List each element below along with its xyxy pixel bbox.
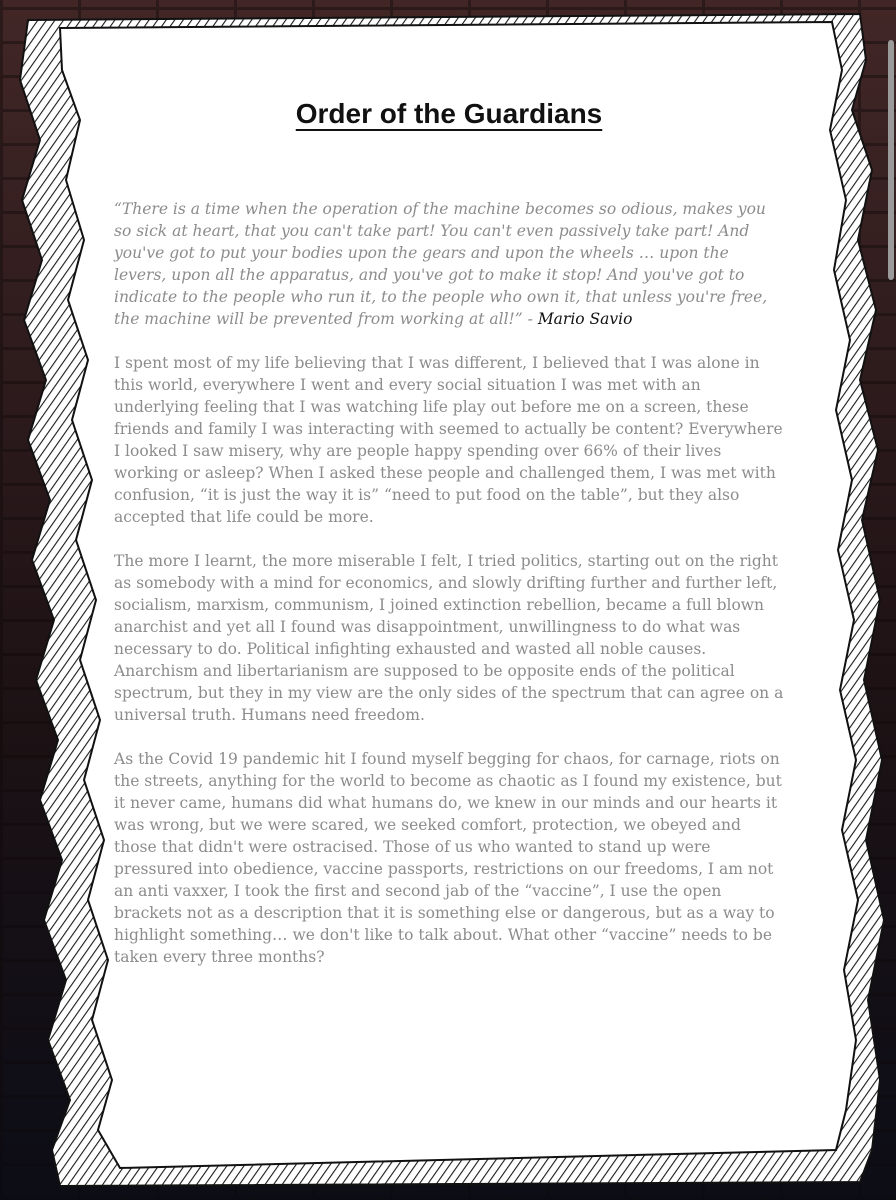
paragraph-3: As the Covid 19 pandemic hit I found myself begging for chaos, for carnage, riots on the streets, anything for the world to become as chaotic as I found my existence, but it never came, humans did what humans do, we knew in our minds and our hearts it was wrong, but we were scared, we seeked comfort, protection, we obeyed and those that didn't were ostracised. Those of us who wanted to stand up were pressured into obedience, vaccine passports, restrictions on our freedoms, I am not an anti vaxxer, I took the first and second jab of the “vaccine”, I use the open brackets not as a description that it is something else or dangerous, but as a way to highlight something… we don't like to talk about. What other “vaccine” needs to be taken every three months? (114, 750, 782, 966)
page-scrollbar[interactable] (886, 0, 896, 1200)
paragraph-2: The more I learnt, the more miserable I felt, I tried politics, starting out on the right as somebody with a mind for economics, and slowly drifting further and further left, socialism, marxism, communism, I joined extinction rebellion, became a full blown anarchist and yet all I found was disappointment, unwillingness to do what was necessary to do. Political infighting exhausted and wasted all noble causes. Anarchism and libertarianism are supposed to be opposite ends of the political spectrum, but they in my view are the only sides of the spectrum that can agree on a universal truth. Humans need freedom. (114, 552, 784, 724)
savio-quote (114, 198, 784, 330)
paragraph-1: I spent most of my life believing that I was different, I believed that I was alone in this world, everywhere I went and every social situation I was met with an underlying feeling that I was watching life play out before me on a screen, these friends and family I was interacting with seemed to actually be content? Everywhere I looked I saw misery, why are people happy spending over 66% of their lives working or asleep? When I asked these people and challenged them, I was met with confusion, “it is just the way it is” “need to put food on the table”, but they also accepted that life could be more. (114, 354, 783, 526)
document-title-text: Order of the Guardians (295, 98, 603, 129)
scrollbar-thumb[interactable] (888, 40, 894, 280)
quote-text: “There is a time when the operation of the machine becomes so odious, makes you so sick at heart, that you can't take part! You can't even passively take part! And you've got to put your bodies upon the gears and upon the wheels … upon the levers, upon all the apparatus, and you've got to make it stop! And you've got to indicate to the people who run it, to the people who own it, that unless you're free, the machine will be prevented from working at all!” - (114, 200, 768, 328)
document-title (114, 98, 784, 130)
quote-author: Mario Savio (537, 310, 633, 328)
